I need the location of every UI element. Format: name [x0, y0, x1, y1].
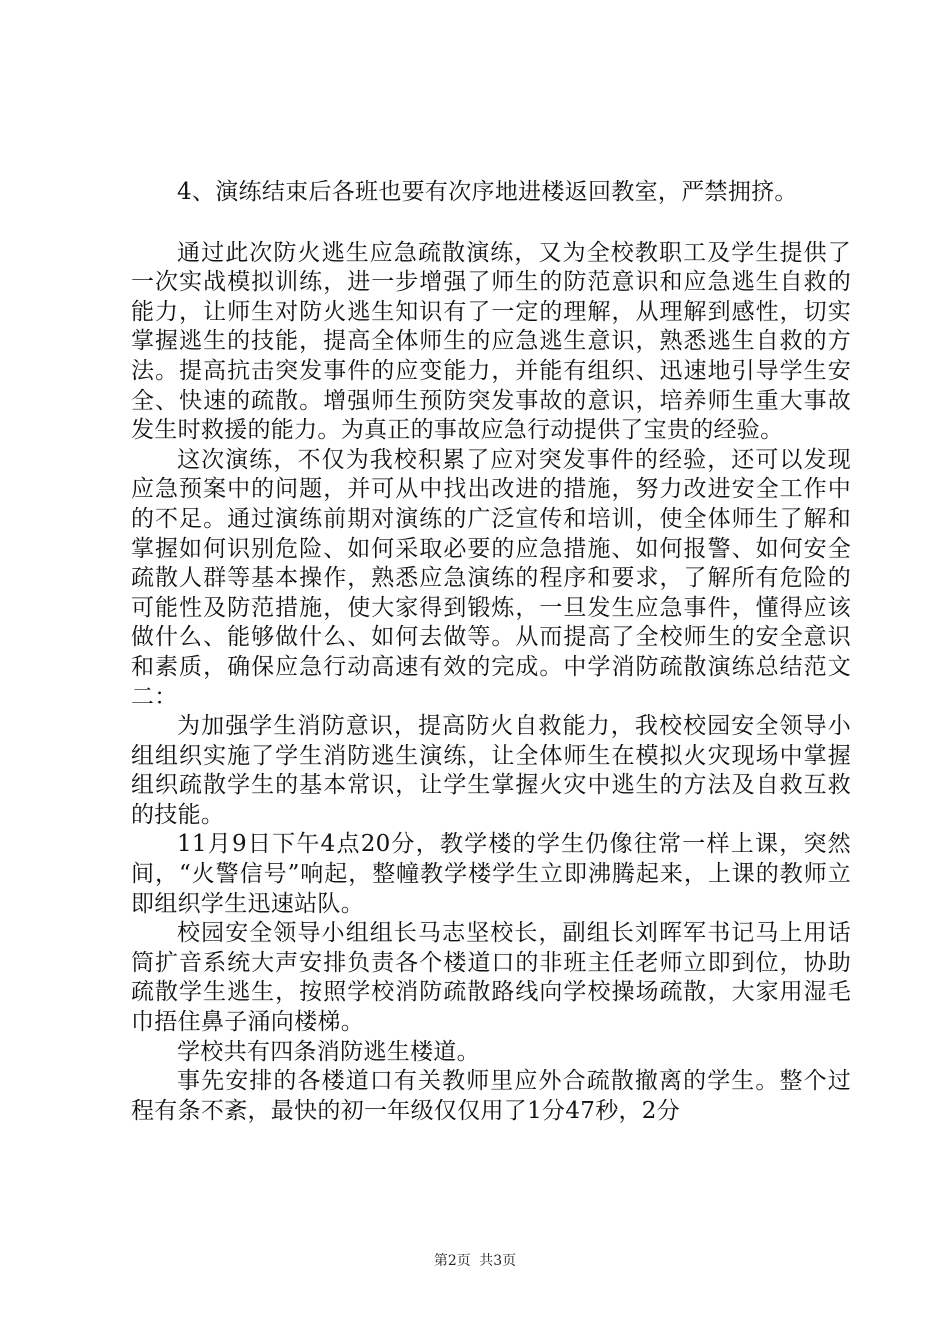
- page-footer: [0, 1250, 950, 1270]
- document-body: [131, 178, 851, 1126]
- paragraph-2: 通过此次防火逃生应急疏散演练，又为全校教职工及学生提供了一次实战模拟训练，进一步增强了师生的防范意识和应急逃生自救的能力，让师生对防火逃生知识有了一定的理解，从理解到感性，切实掌握逃生的技能，提高全体师生的应急逃生意识，熟悉逃生自救的方法。提高抗击突发事件的应变能力，并能有组织、迅速地引导学生安全、快速的疏散。增强师生预防突发事故的意识，培养师生重大事故发生时救援的能力。为真正的事故应急行动提供了宝贵的经验。: [131, 239, 851, 444]
- paragraph-8: 事先安排的各楼道口有关教师里应外合疏散撤离的学生。整个过程有条不紊，最快的初一年级仅仅用了1分47秒，2分: [131, 1068, 851, 1124]
- paragraph-7: 学校共有四条消防逃生楼道。: [177, 1038, 480, 1065]
- paragraph-6: 校园安全领导小组组长马志坚校长，副组长刘晖军书记马上用话筒扩音系统大声安排负责各个楼道口的非班主任老师立即到位，协助疏散学生逃生，按照学校消防疏散路线向学校操场疏散，大家用湿毛巾捂住鼻子涌向楼梯。: [131, 920, 851, 1036]
- paragraph-5: 11月9日下午4点20分，教学楼的学生仍像往常一样上课，突然间，“火警信号”响起，整幢教学楼学生立即沸腾起来，上课的教师立即组织学生迅速站队。: [131, 831, 851, 917]
- page-total: 共3页: [479, 1253, 517, 1269]
- paragraph-1: 4、演练结束后各班也要有次序地进楼返回教室，严禁拥挤。: [177, 179, 798, 205]
- page-number: 第2页: [433, 1253, 471, 1269]
- paragraph-4: 为加强学生消防意识，提高防火自救能力，我校校园安全领导小组组织实施了学生消防逃生演练，让全体师生在模拟火灾现场中掌握组织疏散学生的基本常识，让学生掌握火灾中逃生的方法及自救互救的技能。: [131, 713, 851, 828]
- paragraph-3: 这次演练，不仅为我校积累了应对突发事件的经验，还可以发现应急预案中的问题，并可从中找出改进的措施，努力改进安全工作中的不足。通过演练前期对演练的广泛宣传和培训，使全体师生了解和掌握如何识别危险、如何采取必要的应急措施、如何报警、如何安全疏散人群等基本操作，熟悉应急演练的程序和要求，了解所有危险的可能性及防范措施，使大家得到锻炼，一旦发生应急事件，懂得应该做什么、能够做什么、如何去做等。从而提高了全校师生的安全意识和素质，确保应急行动高速有效的完成。中学消防疏散演练总结范文二：: [131, 446, 851, 710]
